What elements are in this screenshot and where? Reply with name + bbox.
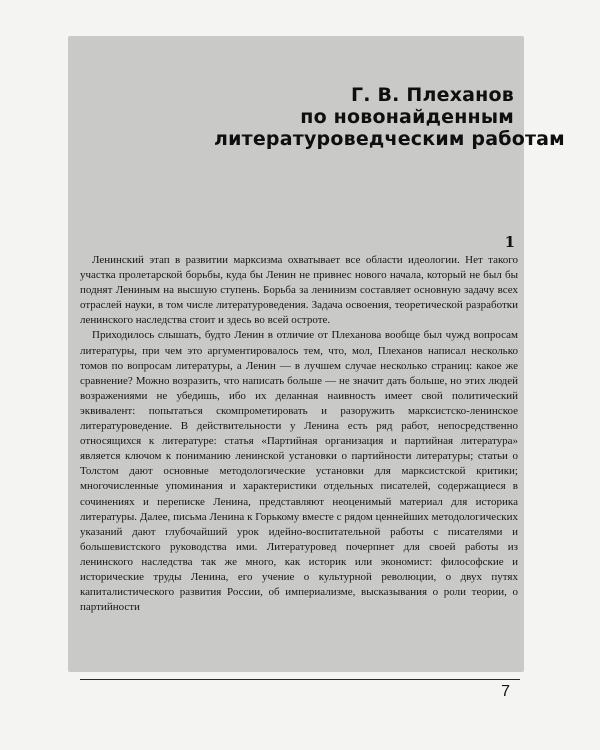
article-title: [214, 84, 565, 150]
title-line-2: по новонайденным: [300, 106, 514, 128]
title-line-3: литературоведческим работам: [214, 128, 565, 150]
paragraph-1: Ленинский этап в развитии марксизма охватывает все области идеологии. Нет такого участка пролетарской борьбы, куда бы Ленин не привнес нового начала, который не был бы поднят Лениным на высшую ступень. Борьба за ленинизм составляет основную задачу всех отраслей науки, в том числе литературоведения. Задача освоения, теоретической разработки ленинского наследства стоит и здесь во всей остроте.: [80, 254, 518, 327]
title-line-1: Г. В. Плеханов: [350, 84, 514, 106]
section-number: 1: [504, 233, 515, 251]
article-body: [80, 253, 518, 615]
page-number: 7: [501, 683, 510, 700]
paragraph-2: Приходилось слышать, будто Ленин в отличие от Плеханова вообще был чужд вопросам литературы, при чем это аргументировалось тем, что, мол, Плеханов написал несколько томов по вопросам литературы, а Ленин — в лучшем случае несколько страниц: какое же сравнение? Можно возразить, что написать больше — не значит дать больше, но этих людей возражениями не убедишь, ибо их деланная наивность имеет свой политический эквивалент: попытаться скомпрометировать и разоружить марксистско-ленинское литературоведение. В действительности у Ленина есть ряд работ, непосредственно относящихся к литературе: статья «Партийная организация и партийная литература» является ключом к пониманию ленинской установки о партийности литературы; статьи о Толстом дают основные методологические установки для марксистской критики; многочисленные упоминания и характеристики отдельных писателей, содержащиеся в сочинениях и переписке Ленина, представляют неоценимый материал для историка литературы. Далее, письма Ленина к Горькому вместе с рядом ценнейших методологических указаний дают глубочайший урок идейно-воспитательной работы с писателями и большевистского руководства ими. Литературовед почерпнет для своей работы из ленинского наследства так же много, как историк или экономист: философские и исторические труды Ленина, его учение о культурной революции, о двух путях капиталистического развития России, об империализме, высказывания о роли теории, о партийности: [80, 329, 518, 614]
footer-divider: [80, 679, 520, 680]
